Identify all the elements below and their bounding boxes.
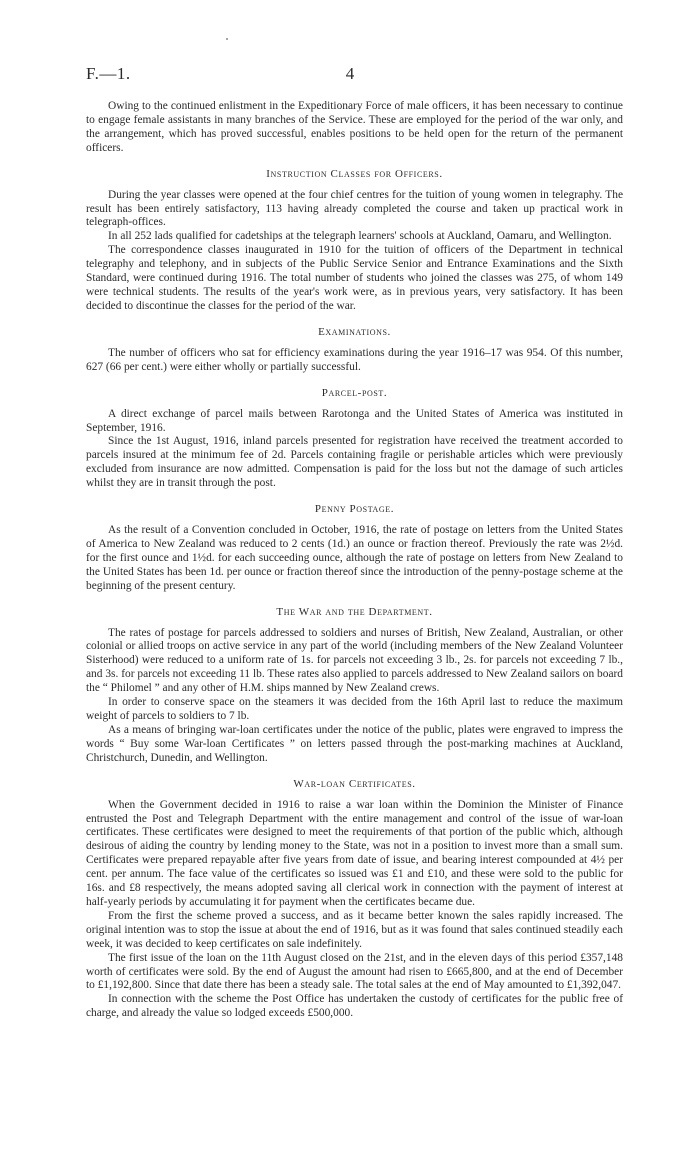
paragraph: The rates of postage for parcels addressed to soldiers and nurses of British, New Zealand, Australian, or other colonial or allied troops on active service in any part of the world (including members of the New Zealand Volunteer Sisterhood) were reduced to a uniform rate of 1s. for parcels not exceeding 3 lb., 2s. for parcels not exceeding 7 lb., and 3s. for parcels not exceeding 11 lb. These rates also applied to parcels addressed to New Zealand sailors on board the “ Philomel ” and any other of H.M. ships manned by New Zealand crews. [86,626,623,695]
paragraph: Owing to the continued enlistment in the Expeditionary Force of male officers, it has been necessary to continue to engage female assistants in many branches of the Service. These are employed for the period of the war only, and the arrangement, which has proved successful, enables positions to be held open for the return of the permanent officers. [86,100,623,154]
paragraph: The first issue of the loan on the 11th August closed on the 21st, and in the eleven days of this period £357,148 worth of certificates were sold. By the end of August the amount had risen to £665,800, and at the end of December to £1,192,800. Since that date there has been a steady sale. The total sales at the end of May amounted to £1,392,047. [86,951,623,992]
section-heading: The War and the Department. [276,605,433,618]
paragraph: In connection with the scheme the Post Office has undertaken the custody of certificates for the public free of charge, and already the value so lodged exceeds £500,000. [86,993,623,1020]
paragraph: The correspondence classes inaugurated in 1910 for the tuition of officers of the Department in technical telegraphy and telephony, and in subjects of the Public Service Senior and Entrance Examinations and the Sixth Standard, were continued during 1916. The total number of students who joined the classes was 275, of whom 149 were technical students. The results of the year's work were, as in previous years, very satisfactory. It has been decided to discontinue the classes for the period of the war. [86,244,623,312]
document-body [86,100,623,1021]
paragraph: In all 252 lads qualified for cadetships at the telegraph learners' schools at Auckland, Oamaru, and Wellington. [108,230,612,243]
page-header [86,64,614,86]
paragraph: When the Government decided in 1916 to raise a war loan within the Dominion the Minister of Finance entrusted the Post and Telegraph Department with the entire management and control of the issue of war-loan certificates. These certificates were designed to meet the requirements of that portion of the public which, although desirous of aiding the country by lending money to the State, was not in a position to invest more than a small sum. Certificates were prepared repayable after five years from date of issue, and bearing interest compounded at 4½ per cent. per annum. The face value of the certificates so issued was £1 and £10, and these were sold to the public for 16s. and £8 respectively, the means adopted saving all clerical work in connection with the payment of interest at half-yearly periods by accumulating it for payment when the certificates became due. [86,798,623,908]
paragraph: As the result of a Convention concluded in October, 1916, the rate of postage on letters from the United States of America to New Zealand was reduced to 2 cents (1d.) an ounce or fraction thereof. Previously the rate was 2½d. for the first ounce and 1½d. for each succeeding ounce, although the rate of postage on letters from New Zealand to the United States has been 1d. per ounce or fraction thereof since the introduction of the penny-postage scheme at the beginning of the present century. [86,524,623,592]
paragraph: During the year classes were opened at the four chief centres for the tuition of young women in telegraphy. The result has been entirely satisfactory, 113 having already completed the course and taken up practical work in telegraph-offices. [86,188,623,229]
war-department-section [86,605,623,766]
section-heading: Parcel-post. [321,386,388,399]
section-heading: Instruction Classes for Officers. [266,167,443,180]
paragraph: In order to conserve space on the steamers it was decided from the 16th April last to reduce the maximum weight of parcels to soldiers to 7 lb. [86,696,623,722]
paragraph: A direct exchange of parcel mails between Rarotonga and the United States of America was instituted in September, 1916. [86,407,623,434]
document-reference: F.—1. [86,64,131,83]
page-number: 4 [345,64,355,83]
penny-postage-section [86,502,623,594]
examinations-section [86,325,623,375]
paragraph: The number of officers who sat for efficiency examinations during the year 1916–17 was 954. Of this number, 627 (66 per cent.) were either wholly or partially successful. [86,346,623,373]
paragraph: From the first the scheme proved a success, and as it became better known the sales rapidly increased. The original intention was to stop the issue at about the end of 1916, but as it was found that sales continued steadily each week, it was decided to keep certificates on sale indefinitely. [86,909,623,950]
parcel-post-section [86,386,623,491]
war-loan-section [86,777,623,1022]
section-heading: War-loan Certificates. [293,777,416,790]
paragraph: Since the 1st August, 1916, inland parcels presented for registration have received the treatment accorded to parcels insured at the minimum fee of 2d. Parcels containing fragile or perishable articles which were previously excluded from insurance are now admitted. Compensation is paid for the loss but not the damage of such articles whilst they are in transit through the post. [86,435,623,490]
section-heading: Penny Postage. [314,503,395,516]
intro-section [86,100,623,156]
scan-speck [226,38,228,40]
instruction-classes-section [86,167,623,314]
paragraph: As a means of bringing war-loan certificates under the notice of the public, plates were engraved to impress the words “ Buy some War-loan Certificates ” on letters passed through the post-marking machines at Auckland, Christchurch, Dunedin, and Wellington. [86,723,623,764]
section-heading: Examinations. [318,325,391,338]
